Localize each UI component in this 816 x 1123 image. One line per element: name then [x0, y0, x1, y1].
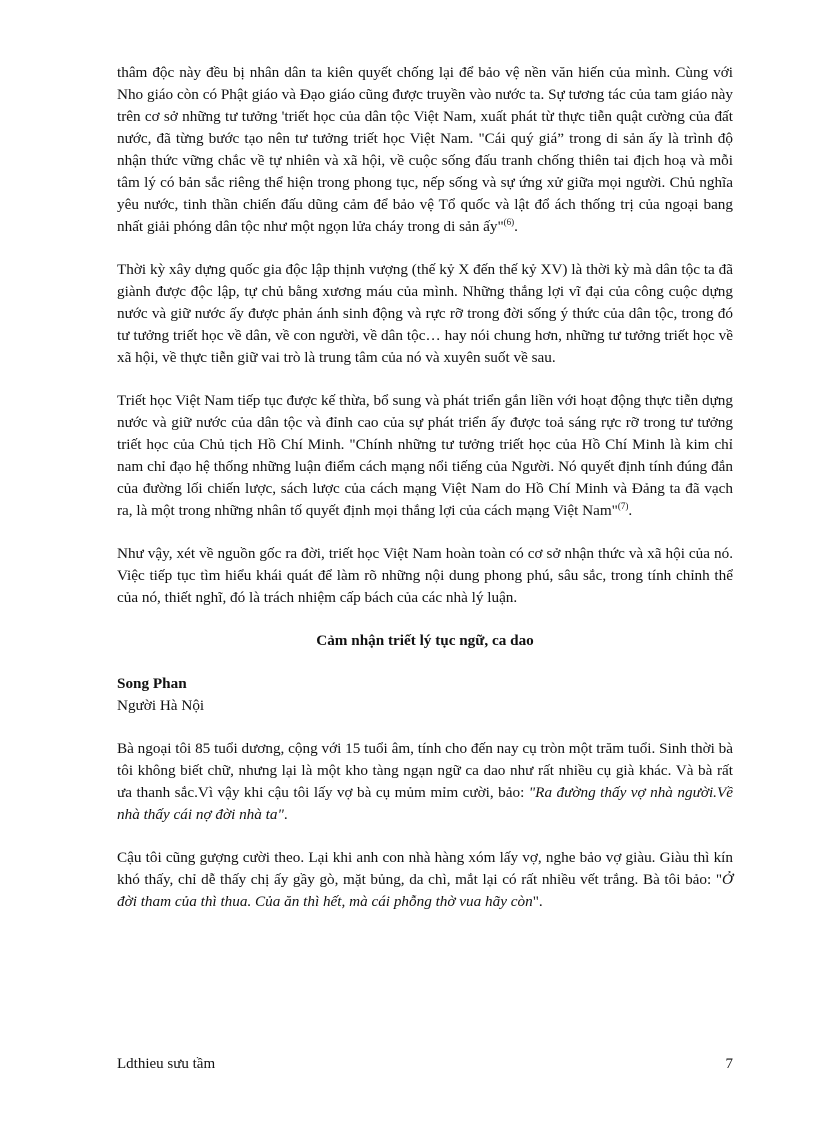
paragraph-3: Triết học Việt Nam tiếp tục được kế thừa, bổ sung và phát triển gắn liền với hoạt động thực tiễn dựng nước và giữ nước của dân tộc và đỉnh cao của sự phát triển ấy được toả sáng rực rỡ trong tư tưởng triết học của Chủ tịch Hồ Chí Minh. "Chính những tư tưởng triết học của Hồ Chí Minh là kim chỉ nam chỉ đạo hệ thống những luận điểm cách mạng nổi tiếng của Người. Nó quyết định tính đúng đắn của đường lối chiến lược, sách lược của cách mạng Việt Nam do Hồ Chí Minh và Đảng ta đã vạch ra, là một trong những nhân tố quyết định mọi thắng lợi của cách mạng Việt Nam"$^{(7)}$. — [117, 392, 733, 519]
footnote-ref-7: (7) — [617, 501, 629, 511]
footer-source: Ldthieu sưu tầm — [117, 1056, 216, 1072]
paragraph-4: Như vậy, xét về nguồn gốc ra đời, triết học Việt Nam hoàn toàn có cơ sở nhận thức và xã hội của nó. Việc tiếp tục tìm hiểu khái quát để làm rõ những nội dung phong phú, sâu sắc, trong tính chỉnh thể của nó, thiết nghĩ, đó là trách nhiệm cấp bách của các nhà lý luận. — [117, 545, 733, 606]
page-footer — [117, 1054, 733, 1074]
article-author: Song Phan — [117, 675, 187, 692]
quote-2: Ở đời tham của thì thua. Của ăn thì hết, mà cái phỗng thờ vua hãy còn — [117, 871, 733, 910]
quote-1: "Ra đường thấy vợ nhà người.Về nhà thấy cái nợ đời nhà ta" — [117, 784, 733, 823]
paragraph-6: Cậu tôi cũng gượng cười theo. Lại khi anh con nhà hàng xóm lấy vợ, nghe bảo vợ giàu. Giàu thì kín khó thấy, chỉ dễ thấy chị ấy gầy gò, mặt bủng, da chì, mắt lại có rất nhiều vết trắng. Bà tôi bảo: "Ở đời tham của thì thua. Của ăn thì hết, mà cái phỗng thờ vua hãy còn". — [117, 849, 733, 910]
footnote-ref-6: (6) — [503, 217, 515, 227]
page-body — [117, 62, 733, 913]
article-title: Cảm nhận triết lý tục ngữ, ca dao — [316, 632, 534, 649]
paragraph-2: Thời kỳ xây dựng quốc gia độc lập thịnh vượng (thế kỷ X đến thế kỷ XV) là thời kỳ mà dân tộc ta đã giành được độc lập, tự chủ bằng xương máu của mình. Những thắng lợi vĩ đại của công cuộc dựng nước và giữ nước ấy được phản ánh sinh động và rực rỡ trong đời sống ý thức của dân tộc, trong đó tư tưởng triết học về dân, về con người, về dân tộc… hay nói chung hơn, những tư tưởng triết học về xã hội, về thực tiễn giữ vai trò là trung tâm của nó và xuyên suốt về sau. — [117, 261, 733, 366]
paragraph-5: Bà ngoại tôi 85 tuổi dương, cộng với 15 tuổi âm, tính cho đến nay cụ tròn một trăm tuổi. Sinh thời bà tôi không biết chữ, nhưng lại là một kho tàng ngạn ngữ ca dao như rất nhiều cụ già khác. Và bà rất ưa thanh sắc.Vì vậy khi cậu tôi lấy vợ bà cụ mủm mỉm cười, bảo: "Ra đường thấy vợ nhà người.Về nhà thấy cái nợ đời nhà ta". — [117, 740, 733, 823]
page-number: 7 — [725, 1056, 733, 1072]
paragraph-1: thâm độc này đều bị nhân dân ta kiên quyết chống lại để bảo vệ nền văn hiến của mình. Cùng với Nho giáo còn có Phật giáo và Đạo giáo cũng được truyền vào nước ta. Sự tương tác của tam giáo này trên cơ sở những tư tưởng 'triết học của dân tộc Việt Nam, xuất phát từ thực tiễn quật cường của đất nước, đã từng bước tạo nên tư tưởng triết học Việt Nam. "Cái quý giá” trong di sản ấy là trình độ nhận thức vững chắc về tự nhiên và xã hội, về cuộc sống đấu tranh chống thiên tai địch hoạ và mỗi tâm lý có bản sắc riêng thể hiện trong phong tục, nếp sống và sự ứng xử giữa mọi người. Chủ nghĩa yêu nước, tinh thần chiến đấu dũng cảm để bảo vệ Tổ quốc và lật đổ ách thống trị của ngoại bang nhất giải phóng dân tộc như một ngọn lửa cháy trong di sản ấy"$^{(6)}$. — [117, 64, 733, 235]
article-location: Người Hà Nội — [117, 697, 205, 714]
